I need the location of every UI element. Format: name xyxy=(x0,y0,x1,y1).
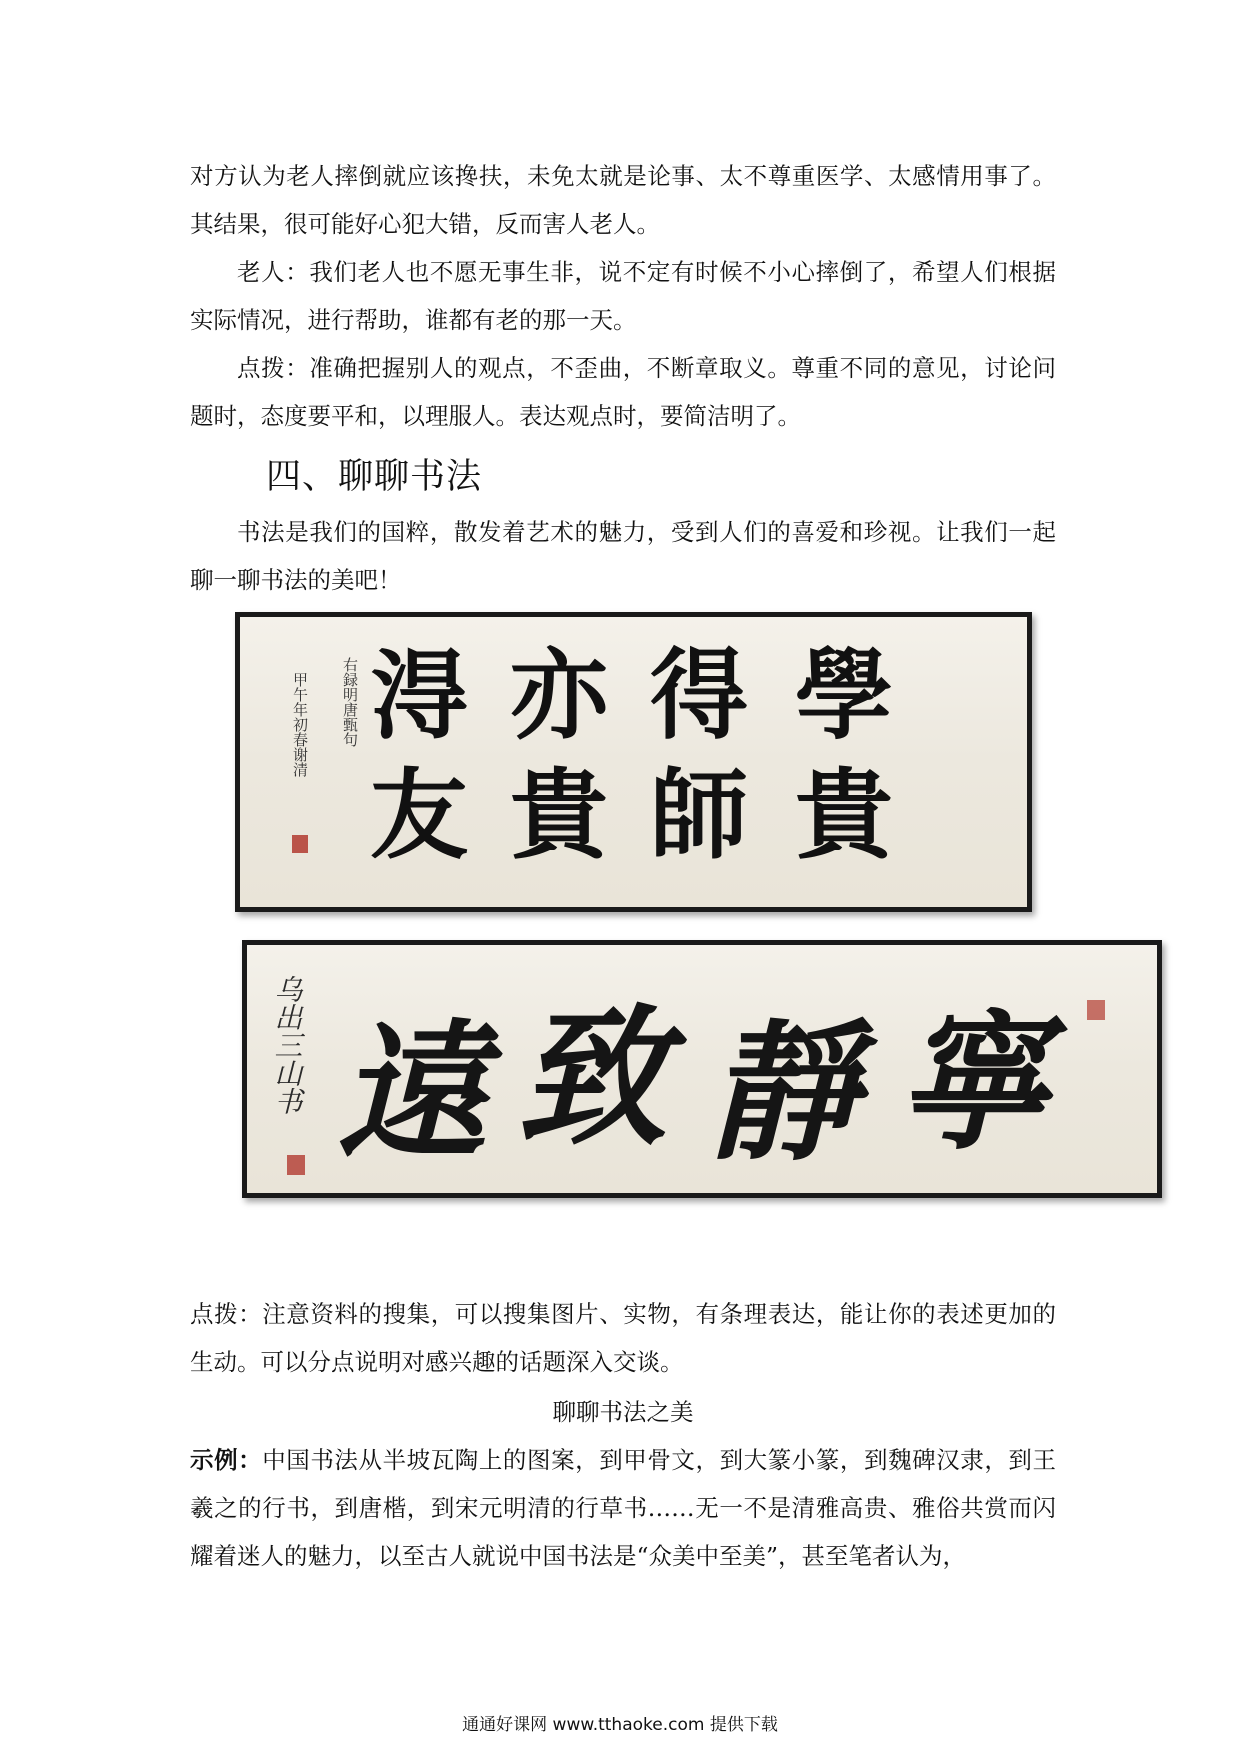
paragraph-tip-1: 点拨：准确把握别人的观点，不歪曲，不断章取义。尊重不同的意见，讨论问题时，态度要平和，以理服人。表达观点时，要简洁明了。 xyxy=(190,354,1056,430)
calligraphy-1-char-r2c1: 貴 xyxy=(795,758,894,873)
paragraph-example xyxy=(190,1436,1056,1580)
seal-stamp xyxy=(292,835,308,853)
calligraphy-1-char-r1c3: 亦 xyxy=(510,638,609,753)
example-label: 示例： xyxy=(190,1446,263,1474)
calligraphy-image-1 xyxy=(235,612,1032,912)
section-heading: 四、聊聊书法 xyxy=(266,457,483,497)
example-title: 聊聊书法之美 xyxy=(552,1398,694,1426)
calligraphy-1-char-r1c2: 得 xyxy=(650,638,749,753)
paragraph-opponent-view: 对方认为老人摔倒就应该搀扶，未免太就是论事、太不尊重医学、太感情用事了。其结果，很可能好心犯大错，反而害人老人。 xyxy=(190,162,1056,238)
calligraphy-1-char-r1c4: 淂 xyxy=(370,638,469,753)
calligraphy-1-char-r2c3: 貴 xyxy=(510,758,609,873)
calligraphy-1-inscription-1: 右録明唐甄句 xyxy=(341,657,359,747)
calligraphy-2-inscription: 乌出三山书 xyxy=(270,975,304,1115)
calligraphy-2-char-2: 靜 xyxy=(707,1005,858,1181)
paragraph-calligraphy-intro: 书法是我们的国粹，散发着艺术的魅力，受到人们的喜爱和珍视。让我们一起聊一聊书法的美吧！ xyxy=(190,518,1056,594)
page-footer: 通通好课网 www.tthaoke.com 提供下载 xyxy=(462,1715,778,1735)
calligraphy-1-char-r2c4: 友 xyxy=(370,758,469,873)
calligraphy-2-drawing xyxy=(247,945,1157,1193)
calligraphy-1-inscription-2: 甲午年初春谢清 xyxy=(291,672,309,777)
paragraph-tip-2: 点拨：注意资料的搜集，可以搜集图片、实物，有条理表达，能让你的表述更加的生动。可以分点说明对感兴趣的话题深入交谈。 xyxy=(190,1300,1056,1376)
calligraphy-2-char-1: 寧 xyxy=(897,995,1048,1171)
example-text: 中国书法从半坡瓦陶上的图案，到甲骨文，到大篆小篆，到魏碑汉隶，到王羲之的行书，到唐楷，到宋元明清的行草书……无一不是清雅高贵、雅俗共赏而闪耀着迷人的魅力，以至古人就说中国书法是“众美中至美”，甚至笔者认为， xyxy=(190,1446,1057,1570)
calligraphy-1-char-r1c1: 學 xyxy=(795,638,894,753)
calligraphy-1-char-r2c2: 師 xyxy=(650,758,749,873)
seal-stamp-2 xyxy=(287,1155,305,1175)
calligraphy-2-char-4: 遠 xyxy=(337,1005,488,1181)
seal-stamp-3 xyxy=(1087,1000,1105,1020)
calligraphy-2-char-3: 致 xyxy=(517,990,668,1166)
calligraphy-1-drawing xyxy=(240,617,1027,907)
calligraphy-image-2 xyxy=(242,940,1162,1198)
paragraph-elder-view: 老人：我们老人也不愿无事生非，说不定有时候不小心摔倒了，希望人们根据实际情况，进行帮助，谁都有老的那一天。 xyxy=(190,258,1056,334)
